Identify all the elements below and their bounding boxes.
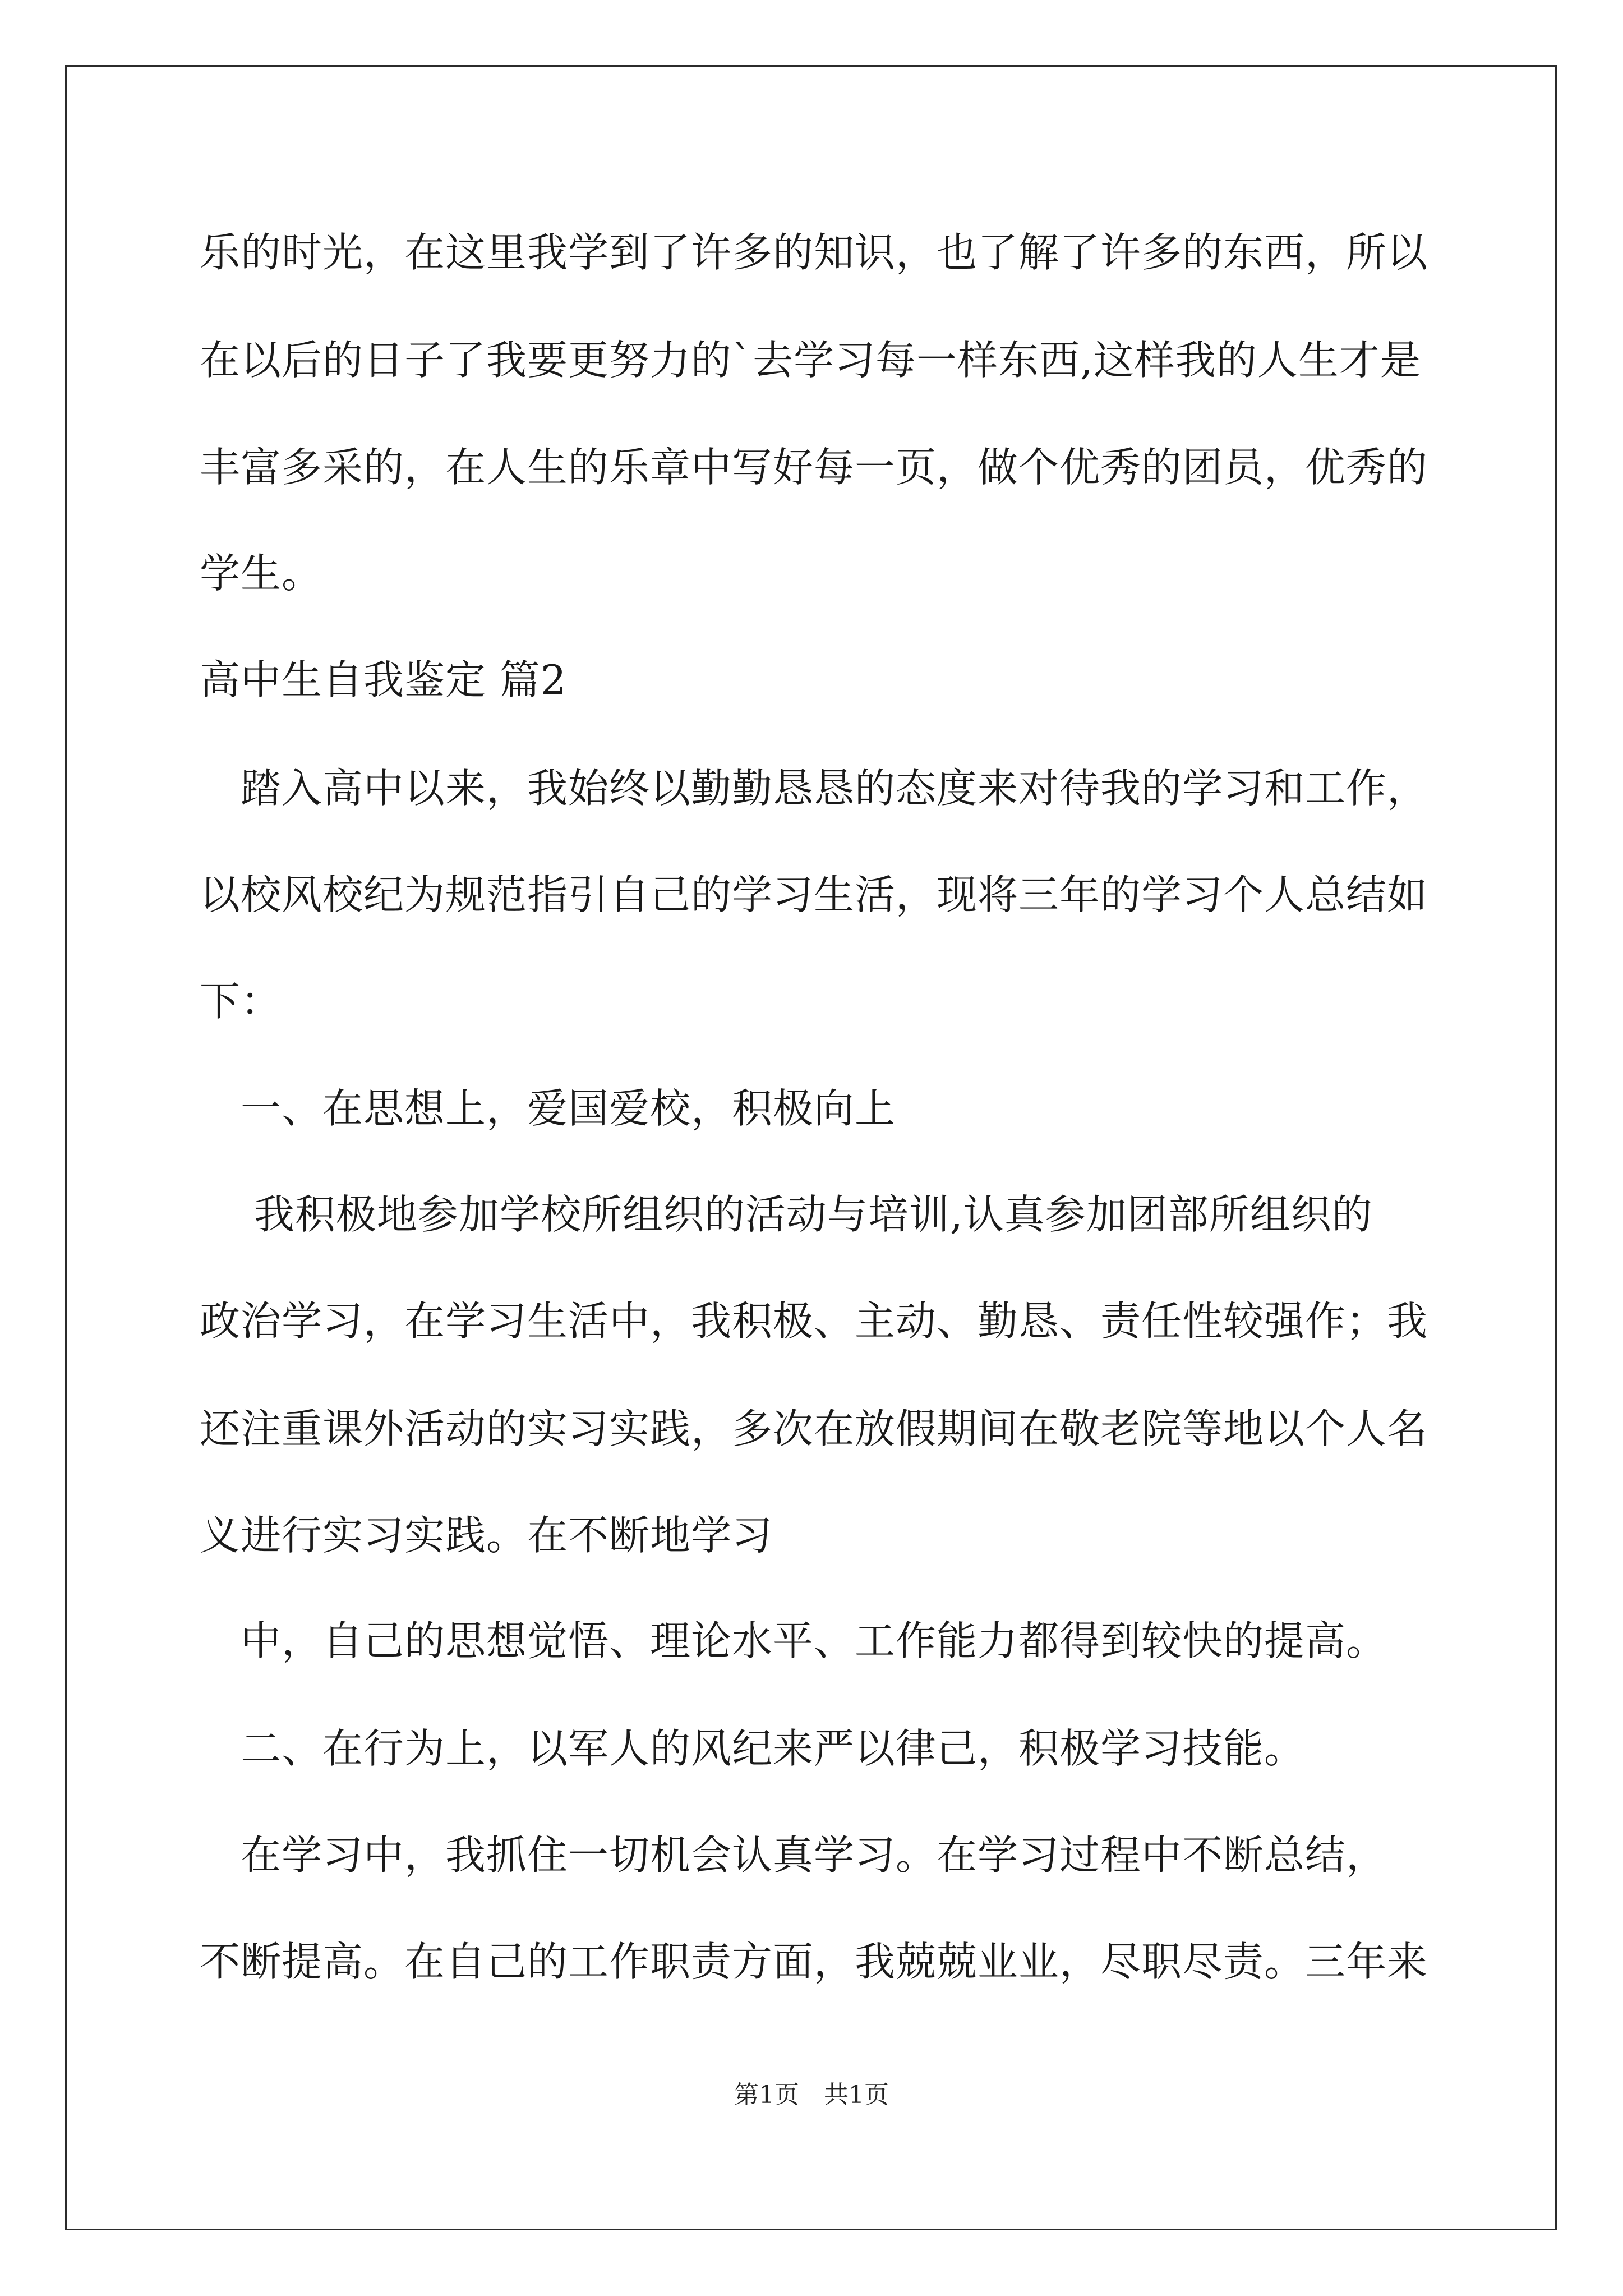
page-border [65,65,1557,2230]
paragraph-line: 丰富多采的，在人生的乐章中写好每一页，做个优秀的团员，优秀的 [200,444,1428,491]
paragraph-line: 政治学习，在学习生活中，我积极、主动、勤恳、责任性较强作；我 [200,1297,1428,1345]
paragraph-line: 我积极地参加学校所组织的活动与培训,认真参加团部所组织的 [200,1191,1373,1238]
paragraph-line: 在学习中，我抓住一切机会认真学习。在学习过程中不断总结， [200,1832,1387,1879]
subheading-line: 一、在思想上，爱国爱校，积极向上 [200,1085,896,1132]
paragraph-line: 踏入高中以来，我始终以勤勤恳恳的态度来对待我的学习和工作， [200,765,1428,812]
paragraph-line: 以校风校纪为规范指引自己的学习生活，现将三年的学习个人总结如 [200,871,1428,918]
subheading-line: 二、在行为上，以军人的风纪来严以律己，积极学习技能。 [200,1725,1306,1772]
paragraph-line: 下： [200,978,282,1025]
paragraph-line: 义进行实习实践。在不断地学习 [200,1512,773,1559]
paragraph-line: 还注重课外活动的实习实践，多次在放假期间在敬老院等地以个人名 [200,1405,1428,1452]
paragraph-line: 中，自己的思想觉悟、理论水平、工作能力都得到较快的提高。 [200,1617,1387,1664]
paragraph-line: 在以后的日子了我要更努力的`去学习每一样东西,这样我的人生才是 [200,337,1421,384]
paragraph-line: 不断提高。在自己的工作职责方面，我兢兢业业，尽职尽责。三年来 [200,1938,1428,1985]
paragraph-line: 学生。 [200,550,323,597]
paragraph-line: 乐的时光，在这里我学到了许多的知识，也了解了许多的东西，所以 [200,229,1428,276]
page-number-footer: 第1页 共1页 [734,2081,889,2109]
section-heading: 高中生自我鉴定 篇2 [200,656,567,703]
